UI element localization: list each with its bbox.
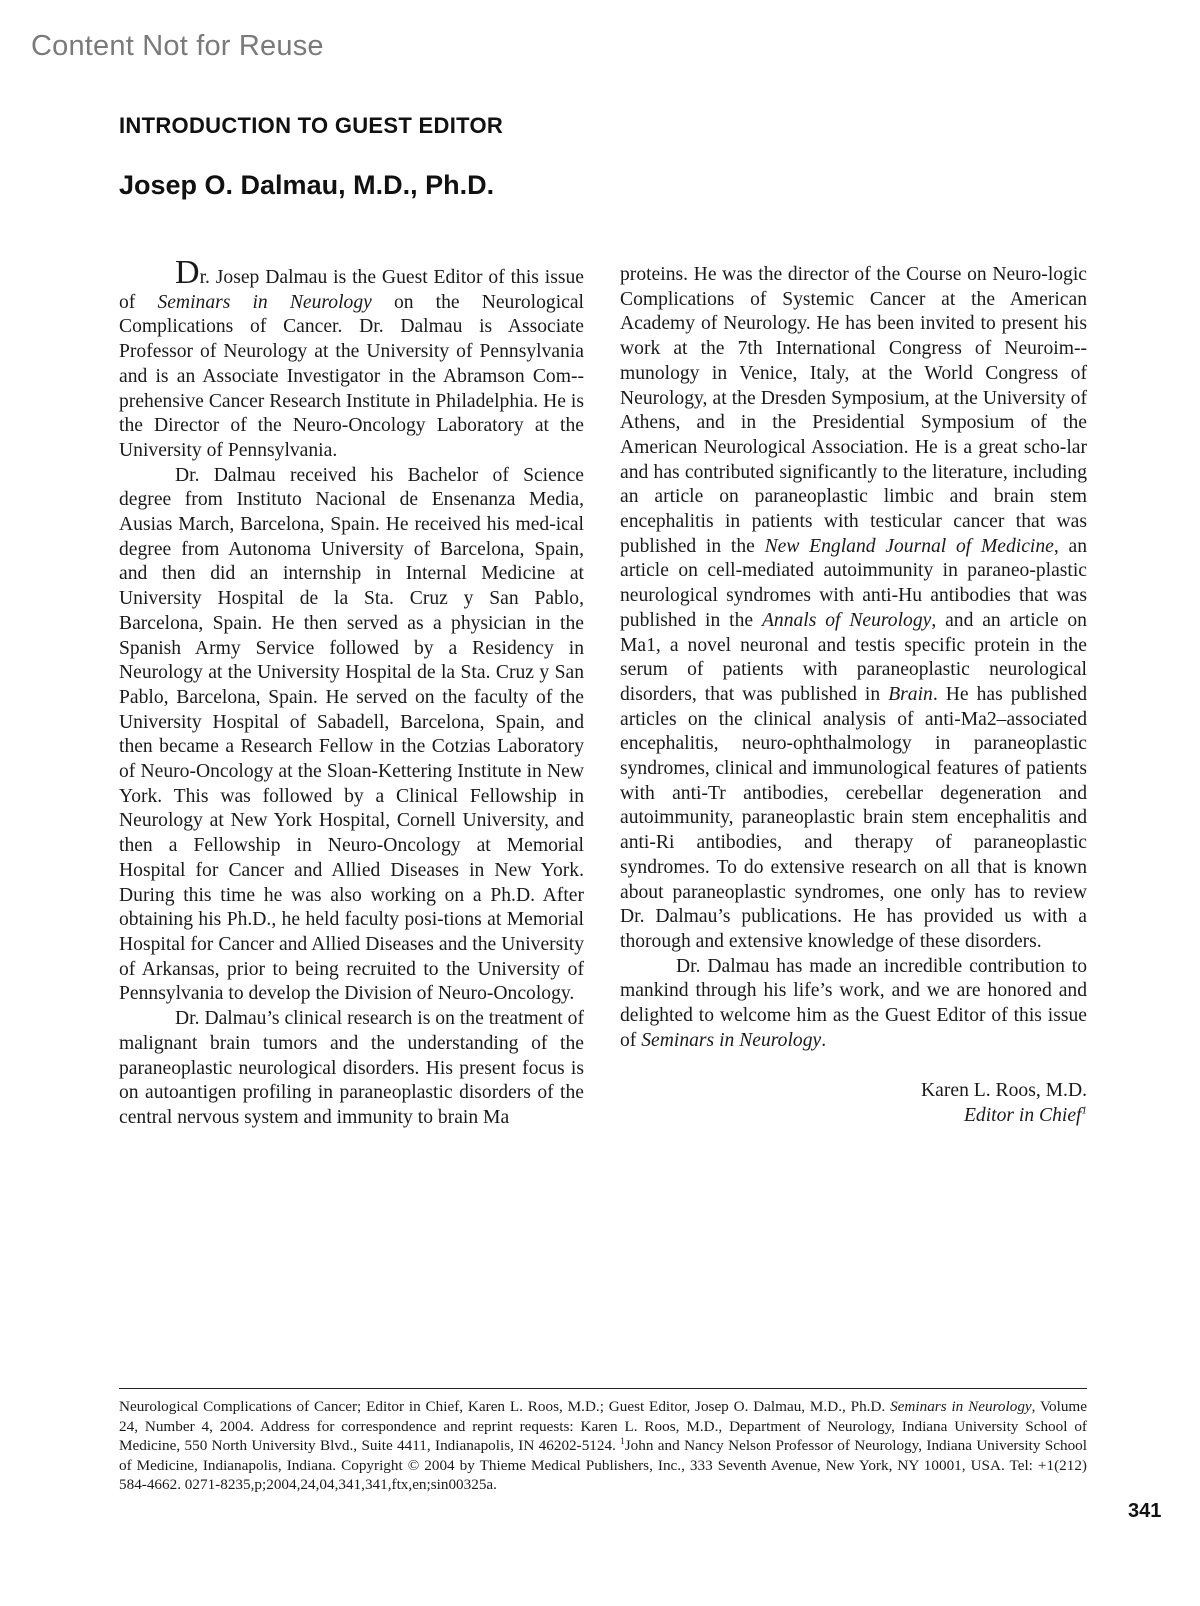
footnote <box>119 1397 1087 1495</box>
paragraph-1-text-a: r. Josep Dalmau is the Guest Editor of this issue of <box>119 267 584 313</box>
signature <box>620 1078 1087 1128</box>
paragraph-3-text-c: , and an article on Ma1, a novel neuronal and testis specific protein in the serum of patients with paraneoplastic neurological disorders, that was published in <box>620 609 1087 705</box>
footnote-text-a: Neurological Complications of Cancer; Editor in Chief, Karen L. Roos, M.D.; Guest Editor, Josep O. Dalmau, M.D., Ph.D. <box>119 1398 891 1415</box>
right-column <box>620 263 1087 1128</box>
journal-title-annals: Annals of Neurology <box>761 609 932 631</box>
drop-cap: D <box>175 254 200 291</box>
paragraph-3-text-a: proteins. He was the director of the Course on Neuro-logic Complications of Systemic Cancer at the American Academy of Neurology. He has been invited to present his work at the 7th International Congress of Neuroim-munology in Venice, Italy, at the World Congress of Neurology, at the Dresden Symposium, at the University of Athens, and in the Presidential Symposium of the American Neurological Association. He is a great scho-lar and has contributed significantly to the literature, including an article on paraneoplastic limbic and brain stem encephalitis in patients with testicular cancer that was published in the <box>620 264 1087 557</box>
signature-footnote-marker: 1 <box>1081 1103 1087 1116</box>
paragraph-3-text-b: , an article on cell-mediated autoimmunity in paraneo-plastic neurological syndromes with anti-Hu antibodies that was published in the <box>620 535 1087 631</box>
journal-title-italic: Seminars in Neurology <box>157 291 372 313</box>
journal-title-brain: Brain <box>888 683 933 705</box>
journal-title-seminars: Seminars in Neurology <box>641 1029 822 1051</box>
journal-title-nejm: New England Journal of Medicine <box>764 535 1054 557</box>
footnote-marker: 1 <box>620 1436 625 1447</box>
page-number: 341 <box>1128 1500 1162 1522</box>
paragraph-4-text-b: . <box>821 1029 827 1051</box>
section-heading: INTRODUCTION TO GUEST EDITOR <box>119 113 504 138</box>
watermark: Content Not for Reuse <box>31 30 324 62</box>
footnote-text-b: , Volume 24, Number 4, 2004. Address for correspondence and reprint requests: Karen L. Roos, M.D., Department of Neurology, Indiana University School of Medicine, 550 North University Blvd., Suite 4411, Indianapolis, IN 46202-5124. <box>119 1398 1087 1455</box>
footnote-text-c: John and Nancy Nelson Professor of Neurology, Indiana University School of Medicine, Indianapolis, Indiana. Copyright © 2004 by Thieme Medical Publishers, Inc., 333 Seventh Avenue, New York, NY 10001, USA. Tel: +1(212) 584-4662. 0271-8235,p;2004,24,04,341,341,ftx,en;sin00325a. <box>119 1437 1087 1494</box>
signature-name: Karen L. Roos, M.D. <box>921 1079 1087 1101</box>
left-column <box>119 254 584 1131</box>
paragraph-4 <box>620 955 1087 1054</box>
paragraph-1-text-b: on the Neurological Complications of Cancer. Dr. Dalmau is Associate Professor of Neurology at the University of Pennsylvania and is an Associate Investigator in the Abramson Com-prehensive Cancer Research Institute in Philadelphia. He is the Director of the Neuro-Oncology Laboratory at the University of Pennsylvania. <box>119 291 584 461</box>
paragraph-1 <box>119 254 584 464</box>
signature-title <box>620 1103 1087 1128</box>
signature-title-text: Editor in Chief <box>963 1104 1082 1126</box>
paragraph-3-start: Dr. Dalmau’s clinical research is on the treatment of malignant brain tumors and the understanding of the paraneoplastic neurological disorders. His present focus is on autoantigen profiling in paraneoplastic disorders of the central nervous system and immunity to brain Ma <box>119 1008 584 1128</box>
paragraph-2: Dr. Dalmau received his Bachelor of Science degree from Instituto Nacional de Ensenanza Media, Ausias March, Barcelona, Spain. He received his med-ical degree from Autonoma University of Barcelona, Spain, and then did an internship in Internal Medicine at University Hospital de la Sta. Cruz y San Pablo, Barcelona, Spain. He then served as a physician in the Spanish Army Service followed by a Residency in Neurology at the University Hospital de la Sta. Cruz y San Pablo, Barcelona, Spain. He served on the faculty of the University Hospital of Sabadell, Barcelona, Spain, and then became a Research Fellow in the Cotzias Laboratory of Neuro-Oncology at the Sloan-Kettering Institute in New York. This was followed by a Clinical Fellowship in Neurology at New York Hospital, Cornell University, and then a Fellowship in Neuro-Oncology at Memorial Hospital for Cancer and Allied Diseases in New York. During this time he was also working on a Ph.D. After obtaining his Ph.D., he held faculty posi-tions at Memorial Hospital for Cancer and Allied Diseases and the University of Arkansas, prior to being recruited to the University of Pennsylvania to develop the Division of Neuro-Oncology. <box>119 464 584 1005</box>
paragraph-4-text-a: Dr. Dalmau has made an incredible contribution to mankind through his life’s work, and we are honored and delighted to welcome him as the Guest Editor of this issue of <box>620 955 1087 1051</box>
author-title: Josep O. Dalmau, M.D., Ph.D. <box>119 170 495 200</box>
footnote-divider <box>119 1388 1087 1389</box>
paragraph-3-text-d: . He has published articles on the clinical analysis of anti-Ma2–associated encephalitis, neuro-ophthalmology in paraneoplastic syndromes, clinical and immunological features of patients with anti-Tr antibodies, cerebellar degeneration and autoimmunity, paraneoplastic brain stem encephalitis and anti-Ri antibodies, and therapy of paraneoplastic syndromes. To do extensive research on all that is known about paraneoplastic syndromes, one only has to review Dr. Dalmau’s publications. He has provided us with a thorough and extensive knowledge of these disorders. <box>620 683 1087 952</box>
paragraph-3-continued <box>620 263 1087 955</box>
footnote-journal-italic: Seminars in Neurology <box>890 1398 1032 1415</box>
